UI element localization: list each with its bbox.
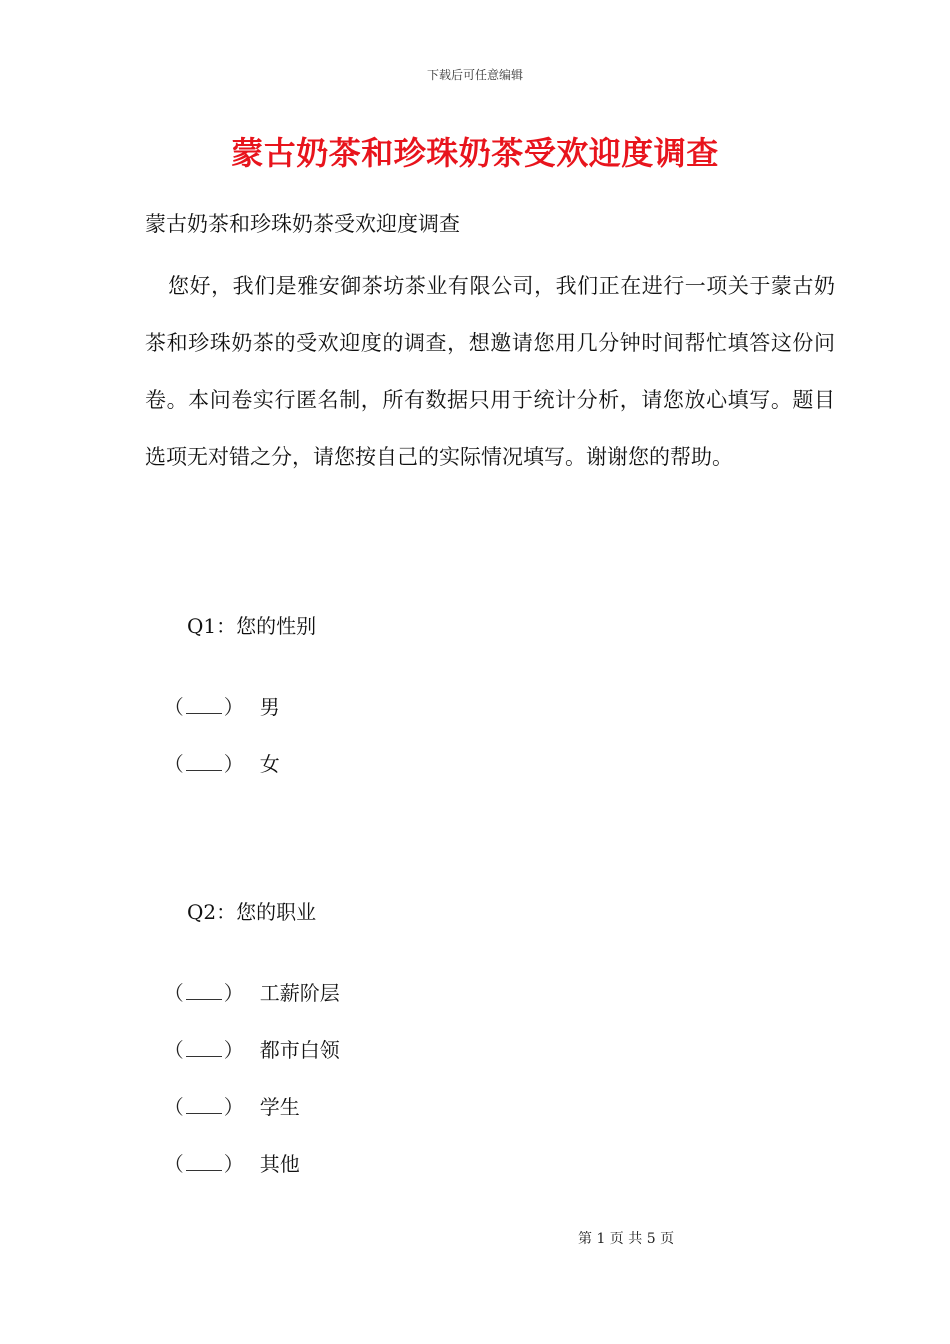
intro-paragraph [145, 258, 835, 486]
answer-blank[interactable] [186, 754, 222, 771]
close-paren: ） [223, 1038, 244, 1062]
option-label: 工薪阶层 [259, 981, 340, 1005]
intro-text: 您好，我们是雅安御茶坊茶业有限公司，我们正在进行一项关于蒙古奶茶和珍珠奶茶的受欢迎度的调查，想邀请您用几分钟时间帮忙填答这份问卷。本问卷实行匿名制，所有数据只用于统计分析，请您放心填写。题目选项无对错之分，请您按自己的实际情况填写。谢谢您的帮助。 [145, 274, 835, 469]
close-paren: ） [223, 1095, 244, 1119]
header-note: 下载后可任意编辑 [426, 68, 523, 82]
open-paren: （ [163, 981, 184, 1005]
option-row[interactable] [151, 724, 280, 777]
document-title: 蒙古奶茶和珍珠奶茶受欢迎度调查 [231, 134, 719, 172]
open-paren: （ [163, 1152, 184, 1176]
option-label: 学生 [259, 1095, 300, 1119]
open-paren: （ [163, 1038, 184, 1062]
option-label: 其他 [259, 1152, 300, 1176]
close-paren: ） [223, 981, 244, 1005]
option-label: 女 [259, 752, 280, 776]
open-paren: （ [163, 752, 184, 776]
option-row[interactable] [151, 1010, 340, 1063]
option-row[interactable] [151, 1124, 300, 1177]
answer-blank[interactable] [186, 1097, 222, 1114]
question-2: Q2：您的职业 [187, 900, 317, 924]
answer-blank[interactable] [186, 697, 222, 714]
option-label: 男 [259, 695, 280, 719]
answer-blank[interactable] [186, 983, 222, 1000]
question-1: Q1：您的性别 [187, 614, 317, 638]
open-paren: （ [163, 695, 184, 719]
open-paren: （ [163, 1095, 184, 1119]
option-row[interactable] [151, 1067, 300, 1120]
option-label: 都市白领 [259, 1038, 340, 1062]
option-row[interactable] [151, 667, 280, 720]
answer-blank[interactable] [186, 1040, 222, 1057]
answer-blank[interactable] [186, 1154, 222, 1171]
close-paren: ） [223, 695, 244, 719]
document-subtitle: 蒙古奶茶和珍珠奶茶受欢迎度调查 [145, 212, 460, 236]
page-number-footer: 第 1 页 共 5 页 [578, 1231, 675, 1247]
option-row[interactable] [151, 953, 340, 1006]
close-paren: ） [223, 752, 244, 776]
close-paren: ） [223, 1152, 244, 1176]
